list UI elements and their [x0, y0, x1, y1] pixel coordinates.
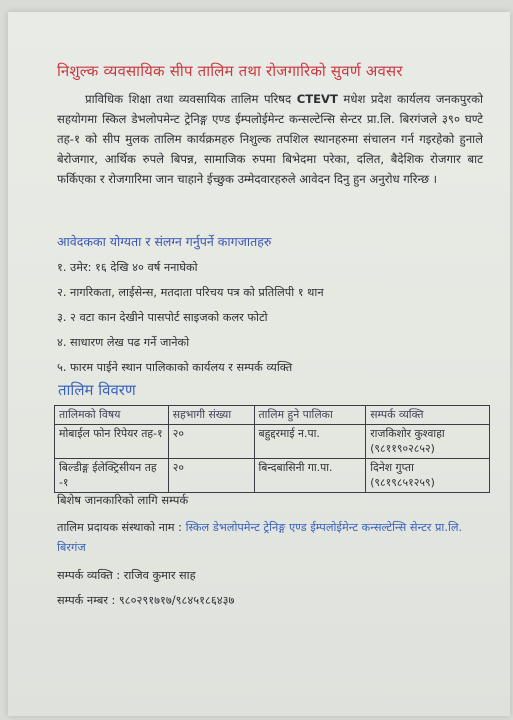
participant-count: २० [168, 425, 254, 459]
provider-label: तालिम प्रदायक संस्थाको नाम : [57, 521, 186, 534]
requirements-list [57, 258, 324, 383]
contact-number: सम्पर्क नम्बर : ९८०२९१७१७/९८४५१८६४३७ [57, 594, 235, 607]
requirement-item: २. नागरिकता, लाईसेन्स, मतदाता परिचय पत्र को प्रतिलिपी १ थान [57, 286, 324, 299]
table-row [55, 459, 490, 493]
contact-heading: बिशेष जानकारिको लागि सम्पर्क [57, 493, 189, 507]
intro-paragraph [57, 89, 483, 189]
contact-cell [366, 425, 490, 459]
ctevt-acronym: CTEVT [296, 92, 338, 106]
notice-title: निशुल्क व्यवसायिक सीप तालिम तथा रोजगारिको सुवर्ण अवसर [57, 62, 403, 80]
contact-person: सम्पर्क व्यक्ति : राजिव कुमार साह [57, 569, 196, 582]
column-header-participants: सहभागी संख्या [168, 406, 254, 425]
contact-phone: (९८१९८५१२५९) [370, 476, 435, 489]
contact-name: राजकिशोर कुश्वाहा [370, 427, 445, 440]
contact-cell [366, 459, 490, 493]
column-header-contact: सम्पर्क व्यक्ति [366, 406, 490, 425]
provider-line [57, 518, 477, 558]
intro-text-part1: प्राविधिक शिक्षा तथा व्यवसायिक तालिम परिषद [85, 92, 297, 106]
intro-text-part2: मधेश प्रदेश कार्यलय जनकपुरको सहयोगमा स्किल डेभलोपमेन्ट ट्रेनिङ्ग एण्ड ईम्पलोईमेन्ट कन्सल्टेन्सि सेन्टर प्रा.लि. बिरगंजले ३९० घण्टे तह-१ को सीप मुलक तालिम कार्यक्रमहरु निशुल्क तपशिल स्थानहरुमा संचालन गर्न गइरहेको हुनाले बेरोजगार, आर्थिक रुपले बिपन्न, सामाजिक रुपमा बिभेदमा परेका, दलित, बैदेशिक रोजगार बाट फर्किएका र रोजगारिमा जान चाहाने ईच्छुक उम्मेदवारहरुले आवेदन दिनु हुन अनुरोध गरिन्छ । [57, 92, 483, 186]
table-row [55, 425, 490, 459]
training-municipality: बहुद्दरमाई न.पा. [254, 425, 366, 459]
table-header-row [55, 406, 490, 425]
training-subject: बिल्डीङ्ग ईलेक्ट्रिसीयन तह -१ [55, 459, 169, 493]
participant-count: २० [168, 459, 254, 493]
requirement-item: ५. फारम पाईने स्थान पालिकाको कार्यलय र सम्पर्क व्यक्ति [57, 361, 293, 374]
provider-name: स्किल डेभलोपमेन्ट ट्रेनिङ्ग एण्ड ईम्पलोईमेन्ट कन्सल्टेन्सि सेन्टर प्रा.लि. बिरगंज [57, 521, 463, 554]
requirements-heading: आवेदकका योग्यता र संलग्न गर्नुपर्ने कागजातहरु [57, 234, 272, 249]
training-heading: तालिम विवरण [58, 381, 136, 399]
column-header-municipality: तालिम हुने पालिका [254, 406, 366, 425]
column-header-subject: तालिमको विषय [55, 406, 169, 425]
contact-name: दिनेश गुप्ता [370, 461, 414, 474]
requirement-item: ४. साधारण लेख पढ गर्ने जानेको [57, 336, 190, 349]
contact-phone: (९८११९०२८५२) [370, 442, 435, 455]
requirement-item: ३. २ वटा कान देखीने पासपोर्ट साइजको कलर फोटो [57, 311, 268, 324]
requirement-item: १. उमेर: १६ देखि ४० वर्ष ननाघेको [57, 261, 198, 274]
training-municipality: बिन्दबासिनी गा.पा. [254, 459, 366, 493]
training-subject: मोबाईल फोन रिपेयर तह-१ [55, 425, 169, 459]
training-table [54, 405, 490, 493]
